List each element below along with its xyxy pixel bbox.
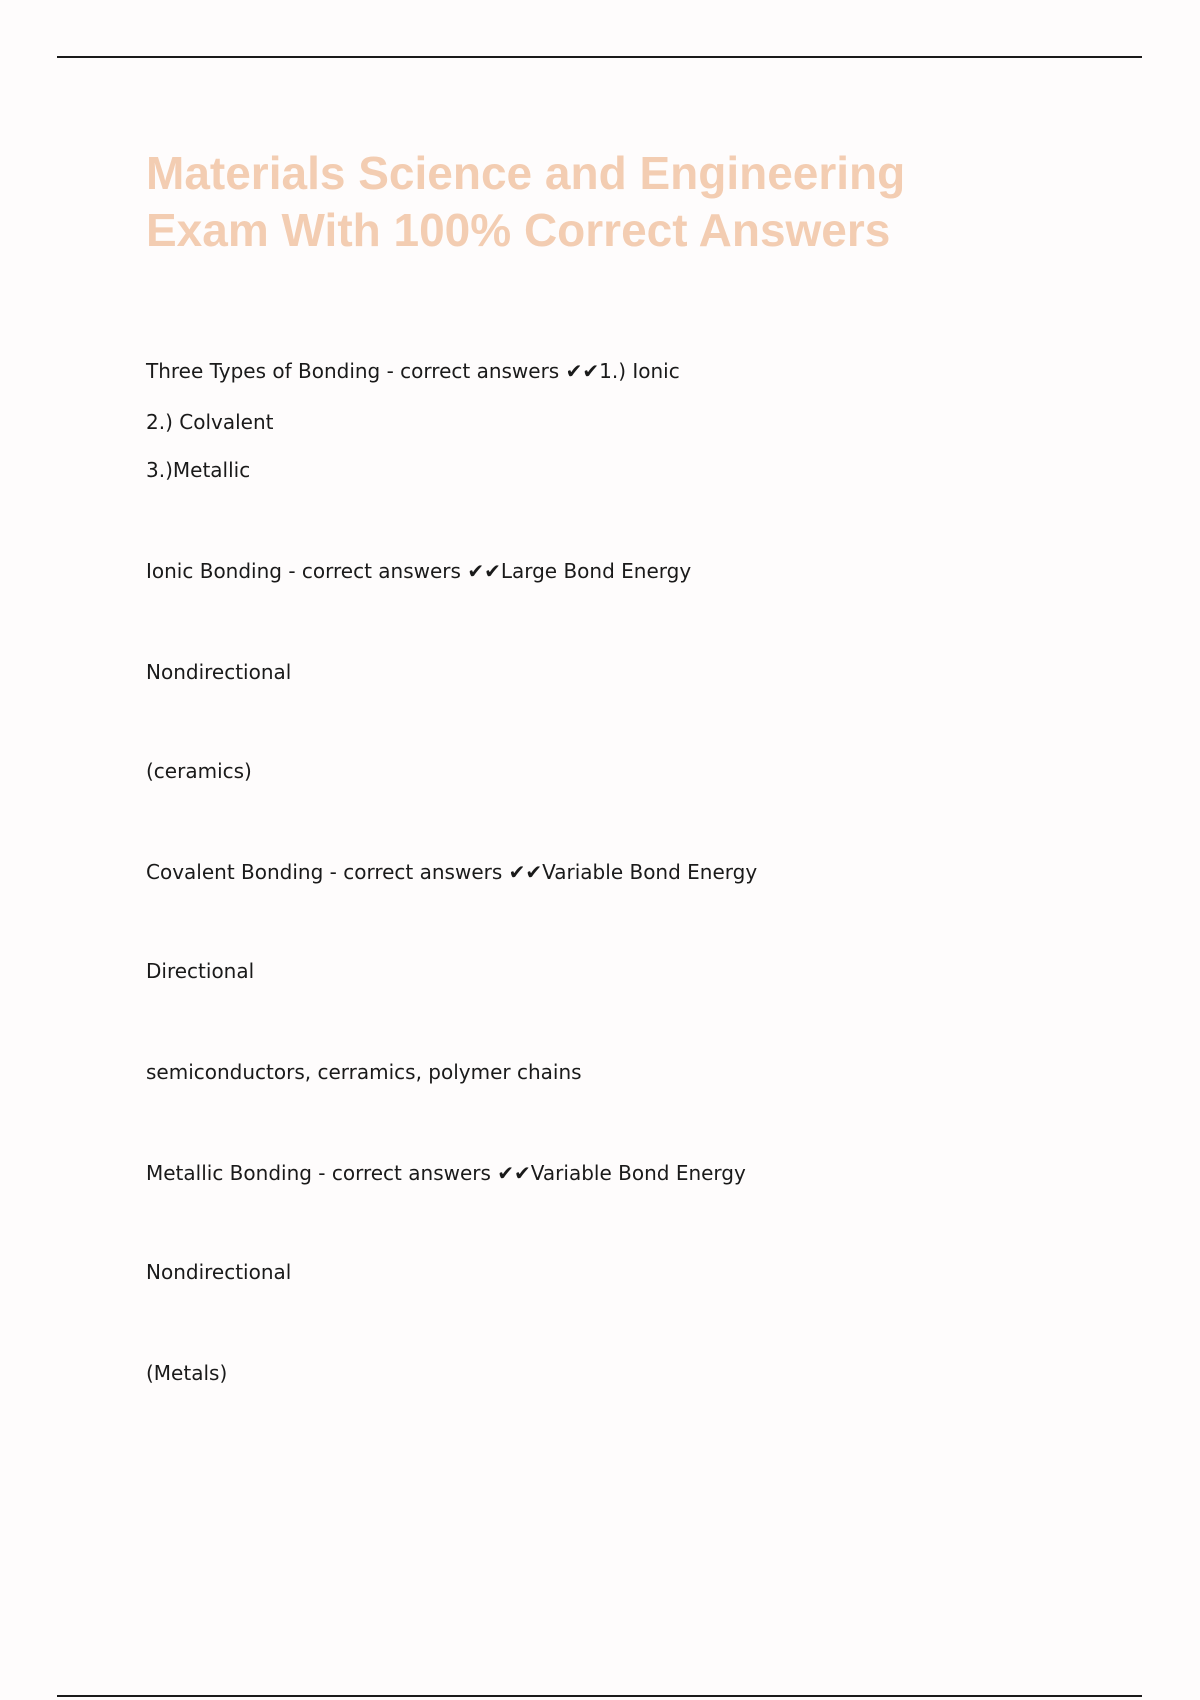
answer-line: 3.)Metallic <box>146 458 251 482</box>
question-text: Three Types of Bonding - correct answers <box>146 359 566 383</box>
answer-line: semiconductors, cerramics, polymer chains <box>146 1060 582 1084</box>
checkmark-icon: ✔✔ <box>467 559 501 583</box>
qa-metallic-bonding <box>146 1160 746 1186</box>
question-text: Ionic Bonding - correct answers <box>146 559 468 583</box>
checkmark-icon: ✔✔ <box>508 860 543 884</box>
answer-text: Variable Bond Energy <box>542 860 758 884</box>
document-title-line-1: Materials Science and Engineering <box>146 147 906 199</box>
answer-line: Nondirectional <box>146 660 292 684</box>
footer-rule <box>57 1695 1142 1697</box>
answer-line: 2.) Colvalent <box>146 410 274 434</box>
answer-line: Directional <box>146 959 255 983</box>
question-text: Metallic Bonding - correct answers <box>146 1161 498 1185</box>
answer-line: (ceramics) <box>146 759 252 783</box>
answer-text: 1.) Ionic <box>599 359 680 383</box>
checkmark-icon: ✔✔ <box>497 1161 531 1185</box>
answer-line: Nondirectional <box>146 1260 292 1284</box>
header-rule <box>57 56 1142 58</box>
qa-three-types-of-bonding <box>146 358 680 384</box>
qa-covalent-bonding <box>146 859 757 885</box>
question-text: Covalent Bonding - correct answers <box>146 860 509 884</box>
answer-text: Variable Bond Energy <box>530 1161 746 1185</box>
checkmark-icon: ✔✔ <box>565 359 600 383</box>
document-title <box>146 145 905 259</box>
qa-ionic-bonding <box>146 558 691 584</box>
document-title-line-2: Exam With 100% Correct Answers <box>146 204 891 256</box>
answer-text: Large Bond Energy <box>500 559 692 583</box>
answer-line: (Metals) <box>146 1361 228 1385</box>
